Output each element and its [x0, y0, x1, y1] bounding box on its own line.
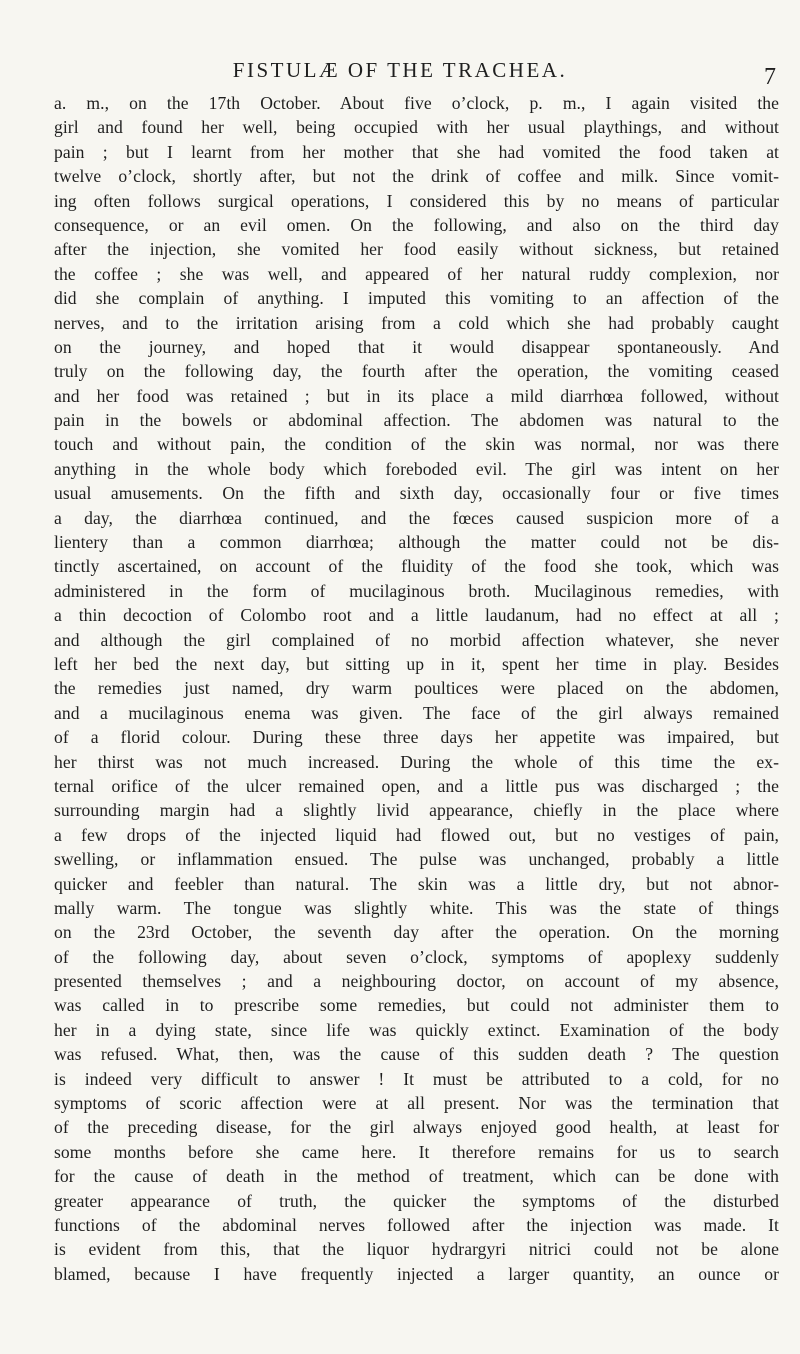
text-line: of the following day, about seven o’clock, symptoms of apoplexy suddenly [54, 946, 779, 967]
text-line: is indeed very difficult to answer ! It must be attributed to a cold, for no [54, 1068, 779, 1089]
text-line: left her bed the next day, but sitting up in it, spent her time in play. Besides [54, 653, 779, 674]
text-line: and a mucilaginous enema was given. The face of the girl always remained [54, 702, 779, 723]
text-line: a few drops of the injected liquid had flowed out, but no vestiges of pain, [54, 824, 779, 845]
text-line: quicker and feebler than natural. The skin was a little dry, but not abnor- [54, 873, 779, 894]
text-line: pain ; but I learnt from her mother that she had vomited the food taken at [54, 141, 779, 162]
text-line: a thin decoction of Colombo root and a little laudanum, had no effect at all ; [54, 605, 779, 626]
text-line: was called in to prescribe some remedies, but could not administer them to [54, 995, 779, 1016]
text-line: pain in the bowels or abdominal affection. The abdomen was natural to the [54, 410, 779, 431]
page-number: 7 [764, 64, 776, 90]
running-title: FISTULÆ OF THE TRACHEA. [232, 58, 568, 82]
text-line: the remedies just named, dry warm poultices were placed on the abdomen, [54, 678, 779, 699]
text-line: for the cause of death in the method of treatment, which can be done with [54, 1166, 779, 1187]
text-line: her thirst was not much increased. During the whole of this time the ex- [54, 751, 779, 772]
text-line: her in a dying state, since life was quickly extinct. Examination of the body [54, 1019, 779, 1040]
text-line: symptoms of scoric affection were at all present. Nor was the termination that [54, 1093, 779, 1114]
text-line: mally warm. The tongue was slightly white. This was the state of things [54, 897, 779, 918]
text-line: anything in the whole body which foreboded evil. The girl was intent on her [54, 458, 779, 479]
text-line: functions of the abdominal nerves followed after the injection was made. It [54, 1214, 779, 1235]
text-line: and although the girl complained of no morbid affection whatever, she never [54, 629, 779, 650]
text-line: surrounding margin had a slightly livid appearance, chiefly in the place where [54, 800, 779, 821]
text-line: the coffee ; she was well, and appeared of her natural ruddy complexion, nor [54, 263, 779, 284]
text-line: touch and without pain, the condition of the skin was normal, nor was there [54, 434, 779, 455]
text-line: a day, the diarrhœa continued, and the fœces caused suspicion more of a [54, 507, 779, 528]
text-line: ternal orifice of the ulcer remained open, and a little pus was discharged ; the [54, 775, 779, 796]
text-line: consequence, or an evil omen. On the following, and also on the third day [54, 214, 779, 235]
text-line: twelve o’clock, shortly after, but not the drink of coffee and milk. Since vomit- [54, 166, 779, 187]
text-line: is evident from this, that the liquor hydrargyri nitrici could not be alone [54, 1239, 779, 1260]
text-line: on the journey, and hoped that it would disappear spontaneously. And [54, 336, 779, 357]
text-line: truly on the following day, the fourth after the operation, the vomiting ceased [54, 361, 779, 382]
text-line: some months before she came here. It therefore remains for us to search [54, 1141, 779, 1162]
text-line: presented themselves ; and a neighbouring doctor, on account of my absence, [54, 971, 779, 992]
body-text [54, 91, 779, 1286]
text-line: tinctly ascertained, on account of the fluidity of the food she took, which was [54, 556, 779, 577]
text-line: of the preceding disease, for the girl always enjoyed good health, at least for [54, 1117, 779, 1138]
text-line: did she complain of anything. I imputed this vomiting to an affection of the [54, 288, 779, 309]
text-line: blamed, because I have frequently injected a larger quantity, an ounce or [54, 1263, 779, 1284]
text-line: lientery than a common diarrhœa; although the matter could not be dis- [54, 532, 779, 553]
text-line: usual amusements. On the fifth and sixth day, occasionally four or five times [54, 483, 779, 504]
text-line: nerves, and to the irritation arising from a cold which she had probably caught [54, 312, 779, 333]
text-line: was refused. What, then, was the cause of this sudden death ? The question [54, 1044, 779, 1065]
text-line: ing often follows surgical operations, I considered this by no means of particular [54, 190, 779, 211]
text-line: girl and found her well, being occupied with her usual playthings, and without [54, 117, 779, 138]
text-line: greater appearance of truth, the quicker the symptoms of the disturbed [54, 1190, 779, 1211]
text-line: on the 23rd October, the seventh day after the operation. On the morning [54, 922, 779, 943]
text-line: administered in the form of mucilaginous broth. Mucilaginous remedies, with [54, 580, 779, 601]
text-line: after the injection, she vomited her food easily without sickness, but retained [54, 239, 779, 260]
text-line: of a florid colour. During these three days her appetite was impaired, but [54, 727, 779, 748]
text-line: a. m., on the 17th October. About five o’clock, p. m., I again visited the [54, 93, 779, 113]
text-line: and her food was retained ; but in its place a mild diarrhœa followed, without [54, 385, 779, 406]
text-line: swelling, or inflammation ensued. The pulse was unchanged, probably a little [54, 849, 779, 870]
